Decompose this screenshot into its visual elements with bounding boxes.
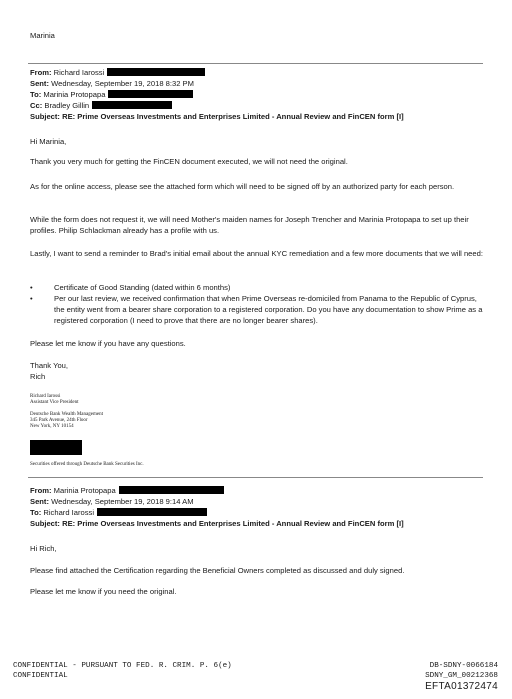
to-value: Marinia Protopapa: [43, 90, 106, 99]
signature-line: 345 Park Avenue, 24th Floor: [30, 418, 88, 423]
header-divider: [28, 477, 483, 478]
footer-right-line-2: SDNY_GM_00212368: [425, 672, 498, 680]
signature-line: Assistant Vice President: [30, 400, 79, 405]
redaction-box: [92, 101, 172, 109]
to-value: Richard Iarossi: [43, 508, 95, 517]
disclaimer: Securities offered through Deutsche Bank Securities Inc.: [30, 462, 144, 467]
bullet-icon: •: [30, 294, 33, 303]
email2-subject-line: [30, 519, 404, 529]
header-divider: [28, 63, 483, 64]
email1-from-line: [30, 68, 205, 78]
email1-paragraph-1: Thank you very much for getting the FinCEN document executed, we will not need the original.: [30, 157, 348, 166]
signature-line: Deutsche Bank Wealth Management: [30, 412, 103, 417]
bullet-icon: •: [30, 283, 33, 292]
email1-to-line: [30, 90, 193, 100]
subject-value: RE: Prime Overseas Investments and Enterprises Limited - Annual Review and FinCEN form [I]: [62, 519, 404, 528]
email1-sent-line: [30, 79, 194, 89]
signature-line: Richard Iarossi: [30, 394, 61, 399]
list-item-text: Per our last review, we received confirmation that when Prime Overseas re-domiciled from Panama to the Republic of Cyprus, the entity went from a bearer share corporation to a registered corporation. Do you have any documentation to show Prime as a registered corporation (I need to prove that there are no longer bearer shares).: [54, 294, 483, 325]
subject-label: Subject:: [30, 112, 60, 121]
redaction-box: [107, 68, 205, 76]
subject-value: RE: Prime Overseas Investments and Enterprises Limited - Annual Review and FinCEN form [I]: [62, 112, 404, 121]
redaction-box: [30, 440, 82, 455]
email2-sent-line: [30, 497, 194, 507]
footer-right-line-1: DB-SDNY-0066184: [429, 662, 498, 670]
from-value: Richard Iarossi: [53, 68, 105, 77]
email2-paragraph-2: Please let me know if you need the original.: [30, 587, 177, 596]
email1-paragraph-2: As for the online access, please see the attached form which will need to be signed off by an authorized party for each person.: [30, 182, 455, 191]
email2-to-line: [30, 508, 207, 518]
email1-cc-line: [30, 101, 172, 111]
email1-subject-line: [30, 112, 404, 122]
from-value: Marinia Protopapa: [53, 486, 116, 495]
redaction-box: [108, 90, 193, 98]
email1-paragraph-3: While the form does not request it, we will need Mother's maiden names for Joseph Trencher and Marinia Protopapa to set up their profiles. Philip Schlackman already has a profile with us.: [30, 215, 469, 235]
to-label: To:: [30, 90, 42, 99]
sent-value: Wednesday, September 19, 2018 9:14 AM: [51, 497, 194, 506]
from-label: From:: [30, 486, 52, 495]
email1-paragraph-4: Lastly, I want to send a reminder to Brad's initial email about the annual KYC remediation and a few more documents that we will need:: [30, 249, 483, 258]
redaction-box: [97, 508, 207, 516]
email2-greeting: Hi Rich,: [30, 544, 57, 553]
email1-greeting: Hi Marinia,: [30, 137, 67, 146]
email2-from-line: [30, 486, 224, 496]
subject-label: Subject:: [30, 519, 60, 528]
footer-bates-number: EFTA01372474: [425, 681, 498, 692]
list-item-text: Certificate of Good Standing (dated within 6 months): [54, 283, 231, 292]
cc-label: Cc:: [30, 101, 43, 110]
cc-value: Bradley Gillin: [44, 101, 90, 110]
footer-left-line-1: CONFIDENTIAL - PURSUANT TO FED. R. CRIM. P. 6(e): [13, 662, 232, 670]
email1-closing: Thank You,: [30, 361, 69, 370]
email1-paragraph-5: Please let me know if you have any questions.: [30, 339, 186, 348]
sent-label: Sent:: [30, 497, 49, 506]
sent-label: Sent:: [30, 79, 49, 88]
to-label: To:: [30, 508, 42, 517]
from-label: From:: [30, 68, 52, 77]
signature-line: New York, NY 10154: [30, 424, 74, 429]
email2-paragraph-1: Please find attached the Certification regarding the Beneficial Owners completed as discussed and duly signed.: [30, 566, 405, 575]
sent-value: Wednesday, September 19, 2018 8:32 PM: [51, 79, 194, 88]
top-label: Marinia: [30, 31, 55, 40]
footer-left-line-2: CONFIDENTIAL: [13, 672, 68, 680]
email1-signoff: Rich: [30, 372, 46, 381]
signature-block: [30, 394, 103, 430]
redaction-box: [119, 486, 224, 494]
